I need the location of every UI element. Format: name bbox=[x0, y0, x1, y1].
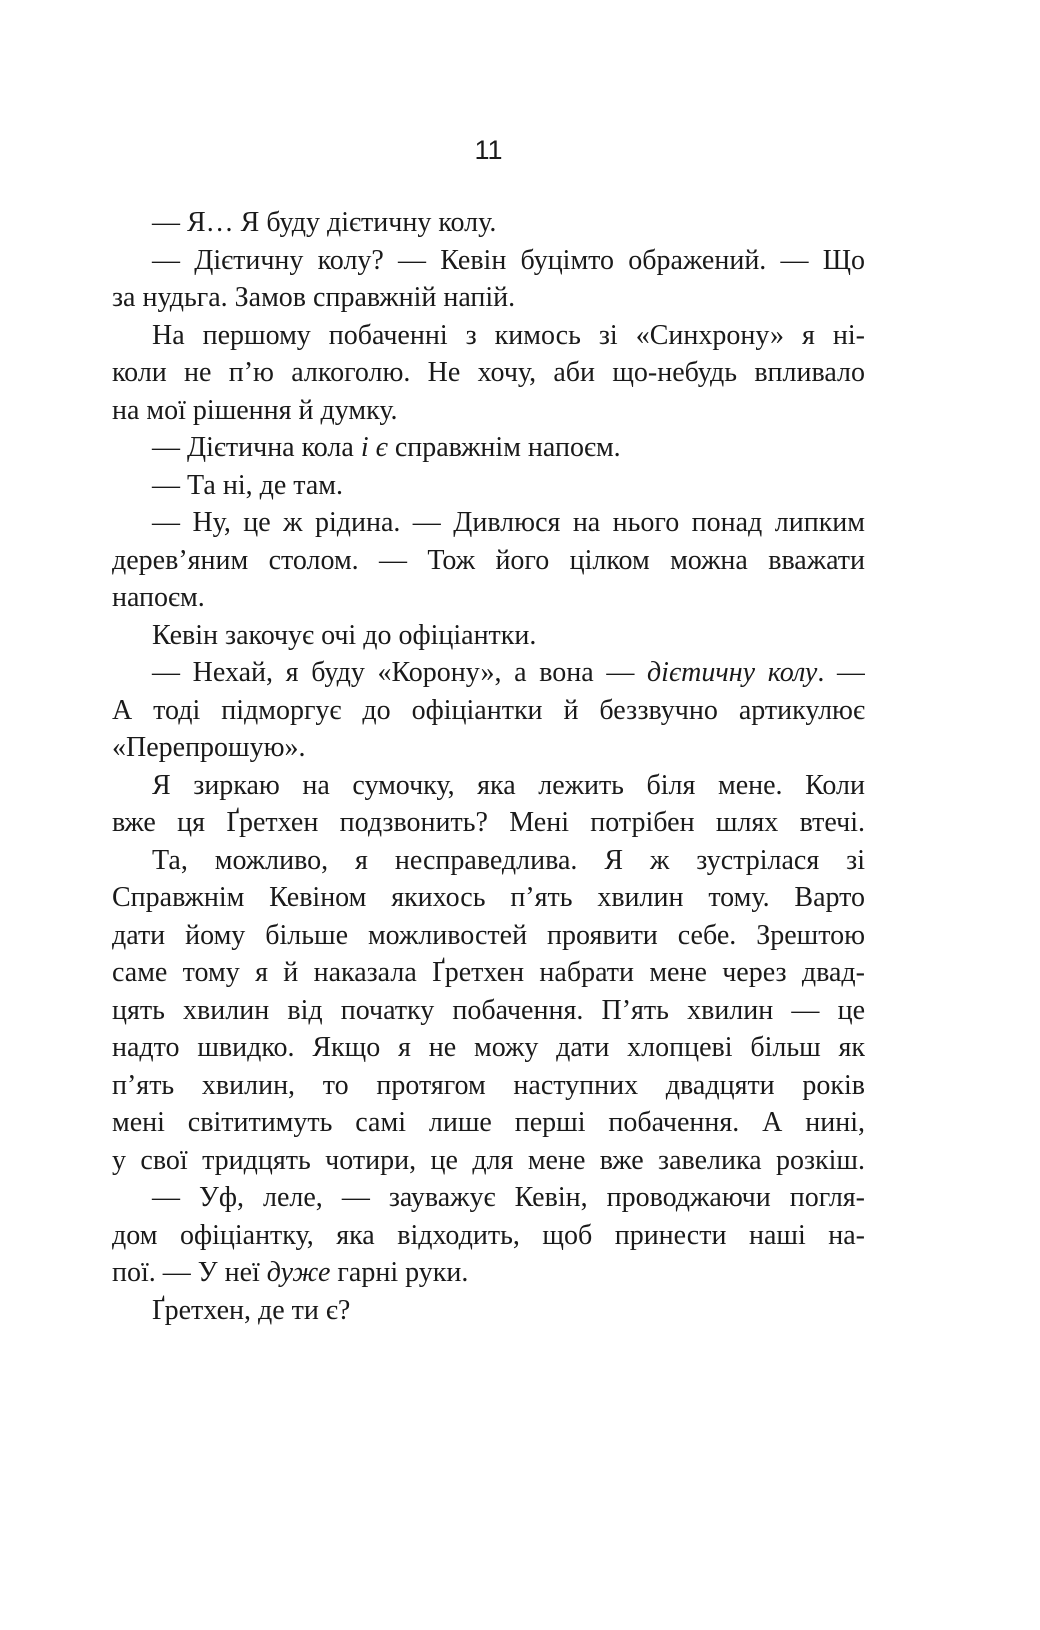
body-text: — Дієтична кола bbox=[152, 432, 361, 463]
emphasized-text: і є bbox=[360, 432, 388, 463]
body-text: Справжнім Кевіном якихось п’ять хвилин тому. Варто bbox=[112, 882, 865, 913]
text-line bbox=[112, 879, 865, 917]
body-text: Та, можливо, я несправедлива. Я ж зустрілася зі bbox=[152, 844, 865, 876]
body-text: Ґретхен, де ти є? bbox=[152, 1294, 351, 1326]
body-text: за нудьга. Замов справжній напій. bbox=[112, 282, 516, 313]
text-line bbox=[112, 504, 865, 542]
body-text: дати йому більше можливостей проявити себе. Зрештою bbox=[112, 919, 865, 951]
body-text: — Дієтичну колу? — Кевін буцімто ображений. — Що bbox=[152, 244, 865, 276]
body-text: — Уф, леле, — зауважує Кевін, проводжаючи погля- bbox=[152, 1182, 865, 1213]
body-text: — Та ні, де там. bbox=[152, 469, 343, 501]
text-line bbox=[112, 617, 865, 655]
text-line bbox=[112, 1029, 865, 1067]
body-text: — Нехай, я буду «Корону», а вона — bbox=[152, 657, 648, 688]
body-text: — Ну, це ж рідина. — Дивлюся на нього понад липким bbox=[152, 507, 865, 538]
text-line bbox=[112, 467, 865, 505]
body-text: дом офіціантку, яка відходить, щоб принести наші на- bbox=[112, 1219, 865, 1251]
body-text: . — bbox=[817, 657, 865, 688]
text-line bbox=[112, 242, 865, 280]
body-text: А тоді підморгує до офіціантки й беззвучно артикулює bbox=[112, 694, 865, 726]
body-text: коли не п’ю алкоголю. Не хочу, аби що-небудь впливало bbox=[112, 357, 865, 388]
text-line bbox=[112, 992, 865, 1030]
body-text: пої. — У неї bbox=[112, 1257, 267, 1288]
emphasized-text: дуже bbox=[266, 1257, 331, 1288]
text-line bbox=[112, 1067, 865, 1105]
text-line bbox=[112, 804, 865, 842]
text-line bbox=[112, 1292, 865, 1330]
text-line bbox=[112, 279, 865, 317]
text-line bbox=[112, 1104, 865, 1142]
text-line bbox=[112, 767, 865, 805]
body-text: «Перепрошую». bbox=[112, 732, 306, 763]
body-text: Я зиркаю на сумочку, яка лежить біля мене. Коли bbox=[152, 769, 865, 801]
text-line bbox=[112, 842, 865, 880]
text-line bbox=[112, 954, 865, 992]
body-text: вже ця Ґретхен подзвонить? Мені потрібен шлях втечі. bbox=[112, 807, 865, 838]
body-text: саме тому я й наказала Ґретхен набрати мене через двад- bbox=[112, 957, 865, 988]
text-block bbox=[112, 204, 865, 1329]
body-text: — Я… Я буду дієтичну колу. bbox=[152, 207, 497, 238]
body-text: надто швидко. Якщо я не можу дати хлопцеві більш як bbox=[112, 1032, 865, 1063]
text-line bbox=[112, 1254, 865, 1292]
text-line bbox=[112, 392, 865, 430]
body-text: На першому побаченні з кимось зі «Синхрону» я ні- bbox=[152, 319, 865, 351]
body-text: цять хвилин від початку побачення. П’ять хвилин — це bbox=[112, 994, 865, 1026]
body-text: у свої тридцять чотири, це для мене вже завелика розкіш. bbox=[112, 1144, 865, 1176]
body-text: мені світитимуть самі лише перші побачення. А нині, bbox=[112, 1107, 865, 1138]
text-line bbox=[112, 204, 865, 242]
text-line bbox=[112, 579, 865, 617]
body-text: на мої рішення й думку. bbox=[112, 394, 398, 426]
text-line bbox=[112, 729, 865, 767]
body-text: гарні руки. bbox=[330, 1257, 469, 1288]
text-line bbox=[112, 354, 865, 392]
text-line bbox=[112, 1217, 865, 1255]
text-line bbox=[112, 317, 865, 355]
text-line bbox=[112, 692, 865, 730]
text-line bbox=[112, 542, 865, 580]
body-text: п’ять хвилин, то протягом наступних двадцяти років bbox=[112, 1069, 865, 1101]
text-line bbox=[112, 1179, 865, 1217]
body-text: дерев’яним столом. — Тож його цілком можна вважати bbox=[112, 544, 865, 576]
text-line bbox=[112, 1142, 865, 1180]
emphasized-text: дієтичну колу bbox=[647, 657, 818, 688]
text-line bbox=[112, 654, 865, 692]
body-text: справжнім напоєм. bbox=[387, 432, 621, 463]
body-text: Кевін закочує очі до офіціантки. bbox=[152, 619, 537, 651]
page-number: 11 bbox=[474, 135, 503, 165]
text-line bbox=[112, 429, 865, 467]
text-line bbox=[112, 917, 865, 955]
body-text: напоєм. bbox=[112, 582, 205, 613]
